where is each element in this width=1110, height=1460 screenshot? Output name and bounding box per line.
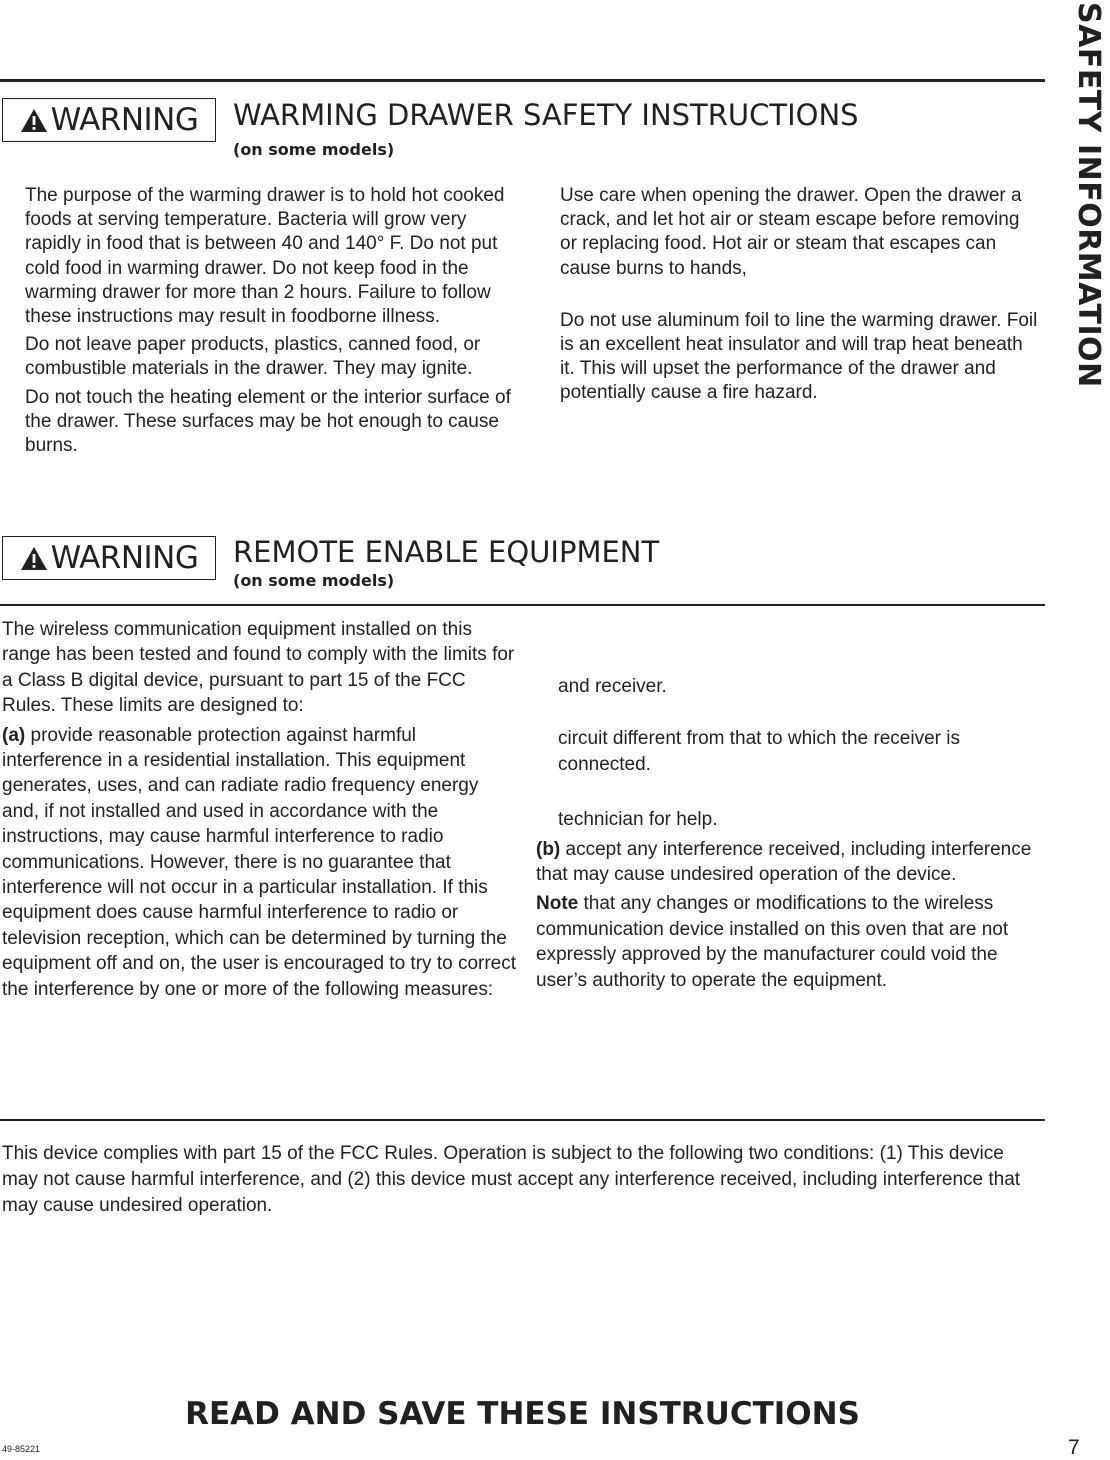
paragraph xyxy=(2,723,517,1002)
paragraph: Do not leave paper products, plastics, canned food, or combustible materials in the drawer. They may ignite. xyxy=(25,334,481,380)
section1-right-column xyxy=(560,184,1038,410)
warning-triangle-icon xyxy=(20,546,48,571)
fcc-statement: This device complies with part 15 of the FCC Rules. Operation is subject to the following two conditions: (1) This device may not cause harmful interference, and (2) this device must accept any interference received, including interference that may cause undesired operation. xyxy=(2,1143,1021,1216)
page-number: 7 xyxy=(1068,1436,1080,1459)
section1-subtitle: (on some models) xyxy=(233,140,395,159)
section2-right-column xyxy=(536,674,1041,997)
note-text: that any changes or modifications to the wireless communication device installed on this oven that are not expressly approved by the manufacturer could void the user’s authority to operate the equipment. xyxy=(536,893,1009,991)
fragment: technician for help. xyxy=(558,809,718,831)
section2-left-column xyxy=(2,617,517,1006)
item-a-text: provide reasonable protection against harmful interference in a residential installation. This equipment generates, uses, and can radiate radio frequency energy and, if not installed and used in accordance with the instructions, may cause harmful interference to radio communications. However, there is no guarantee that interference will not occur in a particular installation. If this equipment does cause harmful interference to radio or television reception, which can be determined by turning the equipment off and on, the user is encouraged to try to correct the interference by one or more of the following measures: xyxy=(2,724,517,1000)
section1-top-rule xyxy=(0,79,1045,82)
section2-subtitle: (on some models) xyxy=(233,571,395,590)
section1-left-column xyxy=(25,184,525,462)
item-a-label: (a) xyxy=(2,724,26,746)
fragment: circuit different from that to which the receiver is connected. xyxy=(558,728,960,775)
section1-warning-label: WARNING xyxy=(50,102,199,138)
item-b-text: accept any interference received, including interference that may cause undesired operation of the device. xyxy=(536,838,1032,886)
fragment: and receiver. xyxy=(558,676,667,697)
paragraph xyxy=(536,837,1041,888)
side-tab-label: SAFETY INFORMATION xyxy=(1071,2,1106,388)
section1-warning-badge xyxy=(2,98,216,142)
fcc-rule xyxy=(0,1119,1045,1121)
paragraph: Do not touch the heating element or the interior surface of the drawer. These surfaces may be hot enough to cause burns. xyxy=(25,386,511,457)
paragraph: Use care when opening the drawer. Open the drawer a crack, and let hot air or steam escape before removing or replacing food. Hot air or steam that escapes can cause burns to hands, xyxy=(560,185,1022,279)
paragraph: The purpose of the warming drawer is to hold hot cooked foods at serving temperature. Bacteria will grow very rapidly in food that is between 40 and 140° F. Do not put cold food in warming drawer. Do not keep food in the warming drawer for more than 2 hours. Failure to follow these instructions may result in foodborne illness. xyxy=(25,185,505,328)
section1-title: WARMING DRAWER SAFETY INSTRUCTIONS xyxy=(233,98,859,132)
side-tab xyxy=(1068,2,1106,402)
document-code: 49-85221 xyxy=(2,1444,41,1454)
footer-title: READ AND SAVE THESE INSTRUCTIONS xyxy=(185,1396,860,1432)
note-label: Note xyxy=(536,893,579,915)
section2-warning-badge xyxy=(2,536,216,580)
warning-triangle-icon xyxy=(20,108,48,133)
section2-top-rule xyxy=(0,604,1045,606)
section2-title: REMOTE ENABLE EQUIPMENT xyxy=(233,535,660,569)
paragraph: The wireless communication equipment installed on this range has been tested and found to comply with the limits for a Class B digital device, pursuant to part 15 of the FCC Rules. These limits are designed to: xyxy=(2,619,515,717)
section2-warning-label: WARNING xyxy=(50,540,199,576)
paragraph: Do not use aluminum foil to line the warming drawer. Foil is an excellent heat insulator and will trap heat beneath it. This will upset the performance of the drawer and potentially cause a fire hazard. xyxy=(560,309,1038,404)
item-b-label: (b) xyxy=(536,838,561,860)
paragraph xyxy=(536,891,1041,993)
